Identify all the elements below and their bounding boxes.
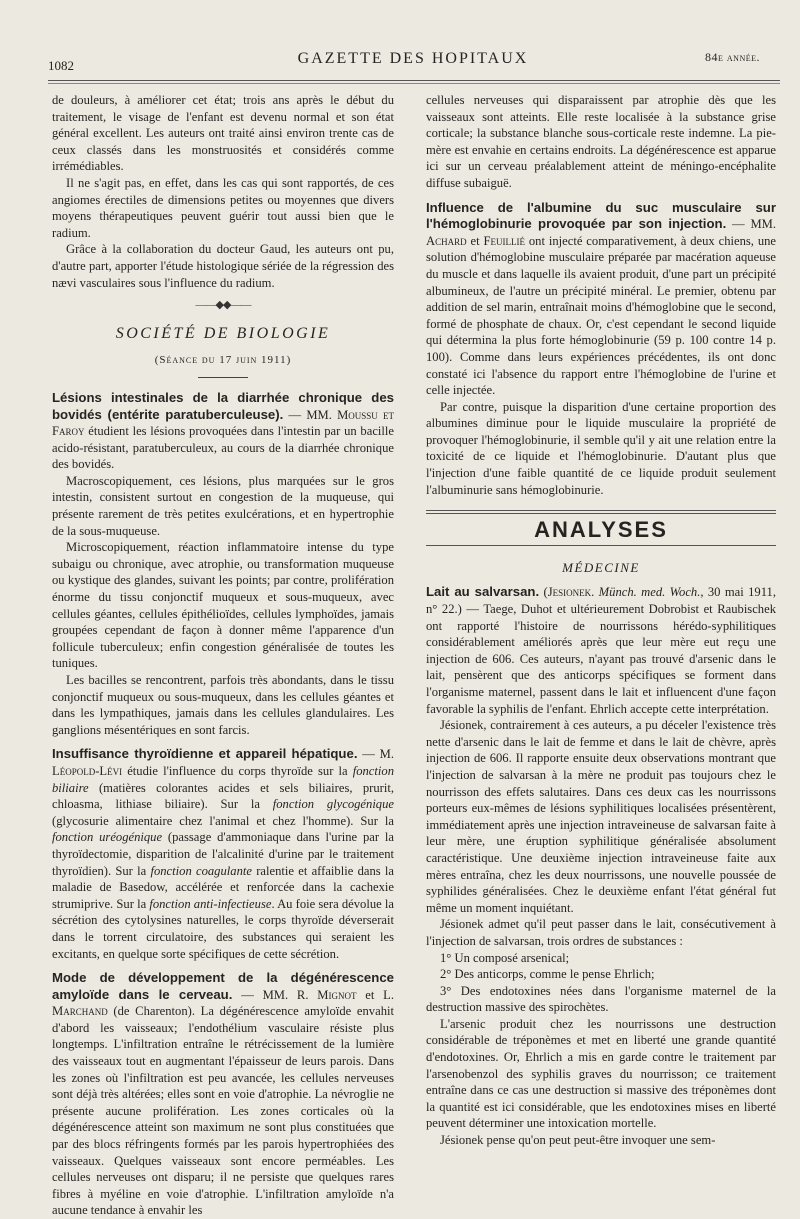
emphasis: fonction coagulante <box>150 863 252 878</box>
list-item: 1° Un composé arsenical; <box>440 950 570 965</box>
author-names: Achard <box>426 233 467 248</box>
paragraph: Jésionek admet qu'il peut passer dans le lait, consécutivement à l'injection de salvarsan, trois ordres de substances : <box>426 917 776 948</box>
section-subtitle: (Séance du 17 juin 1911) <box>154 354 292 367</box>
left-column <box>52 92 394 1219</box>
article-thyroidienne <box>52 746 394 962</box>
author-names: Léopold-Lévi <box>52 763 123 778</box>
article-title: Lait au salvarsan. <box>426 584 540 600</box>
paragraph: Par contre, puisque la disparition d'une certaine proportion des albumines diminue pour le liquide musculaire la propriété de provoquer l'hémoglobinurie, il semble qu'il y ait une relation entre la toxicité de ce liquide et l'hémoglobinurie. D'autant plus que l'injection d'une faible quantité de ce liquide produit seulement l'albuminurie sans hémoglobinurie. <box>426 399 776 497</box>
emphasis: fonction uréogénique <box>52 830 163 845</box>
author-names: Mignot <box>317 987 357 1002</box>
author-names: Moussu et Faroy <box>52 407 394 439</box>
article-title: Influence de l'albumine du suc musculaire sur l'hémoglobinurie provoquée par son injection. <box>426 199 776 232</box>
text: — MM. <box>726 217 776 232</box>
author-names: Feuillié <box>483 233 525 248</box>
list-item: 2° Des anticorps, comme le pense Ehrlich; <box>440 967 655 982</box>
running-header <box>48 44 778 72</box>
article-entérite <box>52 390 394 738</box>
emphasis: fonction biliaire <box>52 763 394 795</box>
subsection-title: MÉDECINE <box>562 559 640 575</box>
text: et L. <box>356 987 395 1002</box>
text: ralentie et affaiblie dans la maladie de Basedow, accélérée et renforcée dans la cachexie strumiprive. Sur la <box>52 863 394 911</box>
article-salvarsan <box>426 584 776 1148</box>
text: — MM. <box>283 407 338 422</box>
page-number: 1082 <box>48 58 74 73</box>
paragraph: Il ne s'agit pas, en effet, dans les cas qui sont rapportés, de ces angiomes érectiles de dimensions petites ou moyennes que divers moyens thérapeutiques peuvent guérir tout aussi bien que le radium. <box>52 175 394 240</box>
journal-title: GAZETTE DES HOPITAUX <box>297 50 529 67</box>
paragraph: cellules nerveuses qui disparaissent par atrophie dès que les vaisseaux sont atteints. Elle reste localisée à la substance grise corticale; la substance blanche sous-corticale reste indemne. La pie-mère est envahie en certains endroits. La dégénérescence est apparue ici sur un cerveau préalablement atteint de méningo-encéphalite diffuse subaiguë. <box>426 93 776 190</box>
section-title: SOCIÉTÉ DE BIOLOGIE <box>115 324 331 342</box>
article-amyloide <box>52 970 394 1219</box>
header-rule <box>48 80 780 81</box>
text: (passage d'ammoniaque dans l'urine par la thyroïdectomie, disparition de l'alcalinité d'urine par le traitement thyroïdien). Sur la <box>52 830 395 878</box>
right-column <box>426 92 776 1149</box>
paragraph: Les bacilles se rencontrent, parfois très abondants, dans le tissu conjonctif muqueux ou sous-muqueux, dans les cellules géantes et dans les lympathiques, jamais dans les cellules glandulaires. Les ganglions mésentériques en sont farcis. <box>52 673 394 737</box>
divider <box>198 377 248 378</box>
list-item: 3° Des endotoxines nées dans l'organisme maternel de la destruction massive des spirochètes. <box>426 983 776 1015</box>
text: (glycosurie alimentaire chez l'animal et chez l'homme). Sur la <box>52 813 394 828</box>
text: (de Charenton). La dégénérescence amyloïde envahit d'abord les vaisseaux; l'endothélium vasculaire résiste plus longtemps. L'infiltration entraîne le rétrécissement de la lumière des vaisseaux tout en augmentant l'épaisseur de leurs parois. Dans les zones où l'infiltration est peu avancée, les cellules nerveuses sont déjà très altérées; elles sont en voie d'atrophie. La névroglie ne présente aucune prolifération. Les zones corticales où la dégénérescence atteint son maximum ne sont plus constituées que par des blocs réfringents formés par les parois hypertrophiées des vaisseaux. Quelques vaisseaux sont encore perméables. Les cellules nerveuses ont disparu; il ne persiste que quelques rares fibres à myéline en voie d'atrophie. L'infiltration amyloïde n'a aucune tendance à envahir les <box>52 1004 394 1218</box>
year-label: 84e année. <box>705 50 760 64</box>
text: étudie l'influence du corps thyroïde sur la <box>122 763 353 778</box>
author-names: Jesionek <box>547 585 592 600</box>
text: . <box>591 585 599 600</box>
article-title: Insuffisance thyroïdienne et appareil hépatique. <box>52 746 358 762</box>
article-title: Lésions intestinales de la diarrhée chronique des bovidés (entérite paratuberculeuse). <box>52 389 394 422</box>
paragraph: Jésionek, contrairement à ces auteurs, a pu déceler l'existence très nette d'arsenic dans le lait de femme et dans le lait de chèvre, après injection de 606. Il rapporte ensuite deux observations montrant que l'injection de salvarsan à la mère ne produit pas toujours chez le nourrisson des effets salutaires. Dans ces deux cas les nourrissons porteurs eux-mêmes de lésions syphilitiques localisées présentèrent, immédiatement après une injection intraveineuse de salvarsan faite à leur mère, une éruption syphilitique généralisée absolument caractéristique. Une deuxième injection intraveineuse faite aux mères entraîna, chez les deux nourrissons, une nouvelle poussée de syphilides généralisées. Chez le deuxième enfant l'état général fut même un moment inquiétant. <box>426 718 776 915</box>
text: et <box>466 233 484 248</box>
paragraph: de douleurs, à améliorer cet état; trois ans après le début du traitement, le visage de l'enfant est devenu normal et son état général excellent. Les auteurs ont traité ainsi environ trente cas de ceux classés dans les monstruosités et considérés comme irrémédiables. <box>52 93 394 174</box>
ornament-divider: ——◆◆—— <box>195 299 251 312</box>
divider <box>426 545 776 546</box>
author-names: Marchand <box>52 1004 108 1019</box>
paragraph: L'arsenic produit chez les nourrissons une destruction considérable de tréponèmes et met en liberté une grande quantité d'endotoxines. Or, Ehrlich a mis en garde contre le traitement par l'arsenobenzol des syphilis graves du nourrisson; ce traitement entraîne dans ce cas une destruction si massive des tréponèmes dont la quantité est ici considérable, que les endotoxines mises en liberté peuvent déterminer une intoxication mortelle. <box>426 1016 776 1131</box>
header-rule-2 <box>48 83 780 84</box>
text: ( <box>539 585 548 600</box>
text: étudient les lésions provoquées dans l'intestin par un bacille acido-résistant, paratuberculeux, au cours de la diarrhée chronique des bovidés. <box>52 424 394 472</box>
text: . Au foie sera dévolue la sécrétion des cytolysines naturelles, le corps thyroïde déverserait dans le torrent circulatoire, des substances qui seraient les excitants, en quelque sorte spécifiques de cette sécrétion. <box>52 896 394 961</box>
analyses-heading: ANALYSES <box>534 517 668 543</box>
text: , 30 mai 1911, n° 22.) — Taege, Duhot et ultérieurement Dobrobist et Raubischek ont rapporté l'histoire de nourrissons hérédo-syphilitiques considérablement améliorés après que leur mère eut reçu une injection de 606. Ces auteurs, n'ayant pas trouvé d'arsenic dans le lait, pensèrent que des anticorps spécifiques se forment dans l'organisme maternel, passent dans le lait et influencent d'une façon favorable la syphilis de l'enfant. Ehrlich accepte cette interprétation. <box>426 585 776 716</box>
text: ont injecté comparativement, à deux chiens, une solution d'hémoglobine musculaire préparée par macération aqueuse du muscle et dans laquelle ils avaient produit, d'une part un précipité albumineux, de l'autre un précipité minéral. Le premier, obtenu par addition de sel marin, entraînait moins d'hémoglobine que le second, formé de phosphate de chaux. Or, c'est cependant le second liquide qui détermina la plus forte hémoglobinurie (59 p. 100 contre 14 p. 100). Comme dans leurs expériences précédentes, ils ont donc constaté ici l'absence du rapport entre l'hémoglobine de l'urine et celle injectée. <box>426 233 776 398</box>
paragraph: Jésionek pense qu'on peut peut-être invoquer une sem- <box>440 1133 716 1148</box>
paragraph: Microscopiquement, réaction inflammatoire intense du type subaigu ou chronique, avec atrophie, ou transformation muqueuse ou kystique des glandes, suivant les points; par contre, prolifération énorme du tissu conjonctif muqueux et sous-muqueux, avec cellules géantes, cellules épithélioïdes, cellules lymphoïdes, jamais groupées cependant de façon à donner même l'apparence d'un follicule tuberculeux; enfin congestion généralisée de toutes les tuniques. <box>52 540 394 671</box>
text: — M. <box>357 747 394 762</box>
paragraph: Macroscopiquement, ces lésions, plus marquées sur le gros intestin, consistent surtout en congestion de la muqueuse, qui présente rarement de très petites exulcérations, et en hypertrophie de la sous-muqueuse. <box>52 473 394 538</box>
text: (matières colorantes acides et sels biliaires, prurit, chloasma, lithiase biliaire). Sur la <box>52 780 394 812</box>
emphasis: fonction glycogénique <box>272 797 394 812</box>
emphasis: fonction anti-infectieuse <box>149 896 272 911</box>
journal-ref: Münch. med. Woch. <box>598 585 701 600</box>
double-rule <box>426 510 776 514</box>
paragraph: Grâce à la collaboration du docteur Gaud, les auteurs ont pu, d'autre part, apporter l'étude histologique sériée de la régression des nævi vasculaires sous l'influence du radium. <box>52 242 394 290</box>
article-hemoglobinurie <box>426 200 776 499</box>
article-title: Mode de développement de la dégénérescence amyloïde dans le cerveau. <box>52 970 394 1002</box>
text: — MM. R. <box>232 987 318 1002</box>
